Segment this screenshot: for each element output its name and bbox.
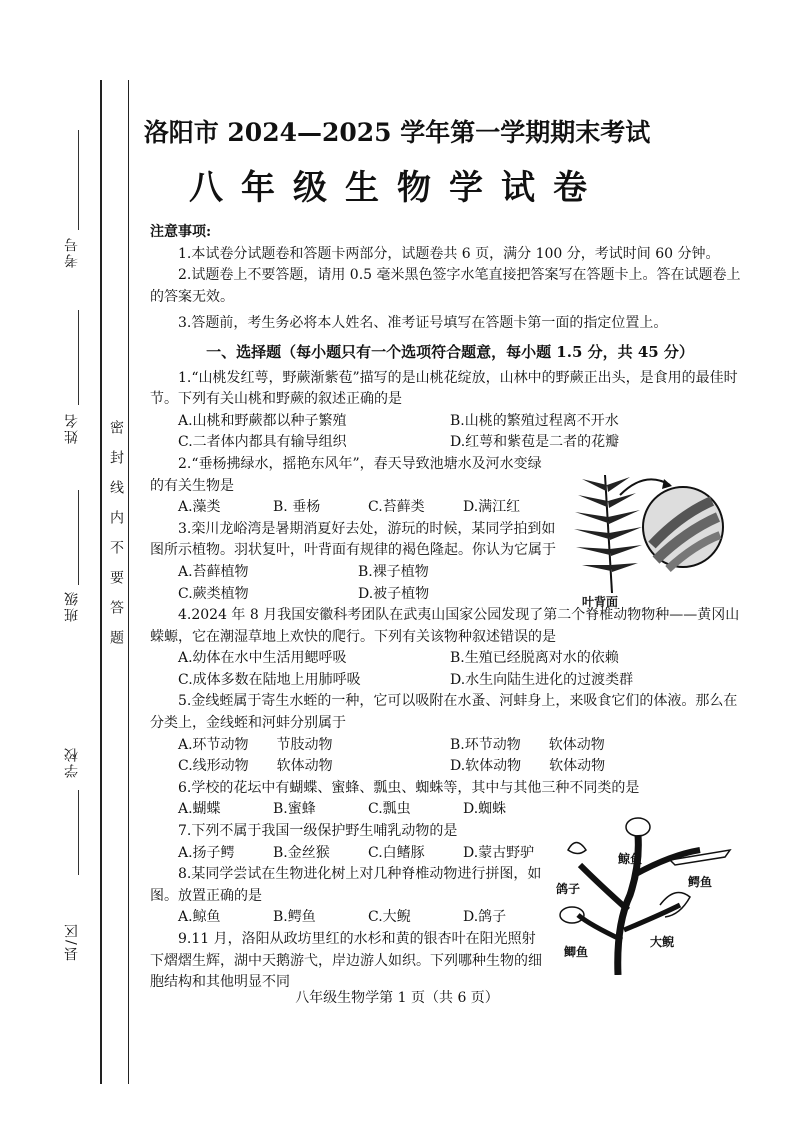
option: A.扬子鳄 [178, 844, 235, 861]
option: A.藻类 [178, 499, 221, 516]
question-stem: 8.某同学尝试在生物进化树上对几种脊椎动物进行拼图，如图。放置正确的是 [150, 866, 542, 904]
fern-figure [560, 465, 735, 615]
option: B. 垂杨 [273, 499, 321, 516]
seal-line-notice: 密封线内不要答题 [108, 420, 124, 660]
tree-label-pigeon: 鸽子 [556, 882, 581, 896]
notice-heading: 注意事项: [150, 224, 212, 240]
tree-label-salamander: 大鲵 [650, 935, 675, 949]
page-footer: 八年级生物学第 1 页（共 6 页） [295, 990, 499, 1006]
options [150, 562, 586, 605]
option: A.苔藓植物 [178, 563, 249, 580]
binding-line-outer [100, 80, 102, 1084]
option: A.山桃和野蕨都以种子繁殖 [178, 412, 347, 429]
question-stem: 1.“山桃发红萼，野蕨渐紫苞”描写的是山桃花绽放，山林中的野蕨正出头，是食用的最佳时节。下列有关山桃和野蕨的叙述正确的是 [150, 369, 738, 408]
fern-figure-label: 叶背面 [582, 595, 619, 609]
option: A.环节动物 节肢动物 [178, 736, 333, 753]
option: B.鳄鱼 [273, 909, 316, 926]
option: C.白鳍豚 [368, 844, 425, 861]
question-stem: 7.下列不属于我国一级保护野生哺乳动物的是 [178, 823, 458, 840]
option: C.蕨类植物 [178, 585, 249, 602]
option: A.蝴蝶 [178, 801, 221, 818]
option: C.线形动物 软体动物 [178, 758, 333, 775]
county-label: 县/区 [64, 922, 80, 961]
notice-item: 2.试题卷上不要答题，请用 0.5 毫米黑色签字水笔直接把答案写在答题卡上。答在试题卷上的答案无效。 [150, 267, 741, 305]
notice-item: 1.本试卷分试题卷和答题卡两部分，试题卷共 6 页，满分 100 分，考试时间 60 分钟。 [178, 245, 720, 262]
option: A.幼体在水中生活用鳃呼吸 [178, 650, 347, 667]
paper-subtitle: 八年级生物学试卷 [189, 168, 605, 208]
class-blank [78, 490, 79, 585]
option: B.裸子植物 [358, 563, 429, 580]
name-blank [78, 310, 79, 405]
question-stem: 6.学校的花坛中有蝴蝶、蜜蜂、瓢虫、蜘蛛等，其中与其他三种不同类的是 [178, 779, 640, 796]
tree-label-whale: 鲸鱼 [618, 852, 643, 866]
evolution-tree-figure [540, 805, 750, 975]
option: C.二者体内都具有输导组织 [178, 434, 347, 451]
option: D.鸽子 [463, 909, 507, 926]
notice-item: 3.答题前，考生务必将本人姓名、准考证号填写在答题卡第一面的指定位置上。 [178, 315, 668, 332]
option: D.水生向陆生进化的过渡类群 [450, 671, 634, 688]
question-stem: 2.“垂杨拂绿水，摇艳东风年”，春天导致池塘水及河水变绿的有关生物是 [150, 455, 542, 494]
options [150, 411, 750, 454]
section-heading: 一、选择题（每小题只有一个选项符合题意，每小题 1.5 分，共 45 分） [206, 342, 694, 361]
options [150, 735, 750, 778]
question-stem: 3.栾川龙峪湾是暑期消夏好去处，游玩的时候，某同学拍到如图所示植物。羽状复叶，叶背面有规律的褐色隆起。你认为它属于 [150, 520, 556, 559]
option: B.蜜蜂 [273, 801, 316, 818]
school-blank [78, 790, 79, 875]
option: C.苔藓类 [368, 499, 425, 516]
class-label: 班级 [64, 590, 80, 622]
option: B.环节动物 软体动物 [450, 736, 605, 753]
question-stem: 9.11 月，洛阳从政坊里红的水杉和黄的银杏叶在阳光照射下熠熠生辉，湖中天鹅游弋，岸边游人如织。下列哪种生物的细胞结构和其他明显不同 [150, 931, 542, 991]
exam-no-label: 考号 [64, 236, 80, 268]
binding-line-inner [128, 80, 129, 1084]
option: C.大鲵 [368, 909, 411, 926]
option: D.红萼和紫苞是二者的花瓣 [450, 434, 620, 451]
option: B.生殖已经脱离对水的依赖 [450, 650, 619, 667]
tree-label-crocodile: 鳄鱼 [688, 875, 713, 889]
tree-label-crucian: 鲫鱼 [564, 945, 589, 959]
options [150, 843, 578, 865]
option: D.软体动物 软体动物 [450, 758, 606, 775]
exam-title: 洛阳市 2024—2025 学年第一学期期末考试 [143, 118, 651, 147]
option: D.蜘蛛 [463, 801, 507, 818]
options [150, 907, 578, 929]
name-label: 姓名 [64, 412, 80, 444]
option: D.被子植物 [358, 585, 430, 602]
option: B.山桃的繁殖过程离不开水 [450, 412, 619, 429]
question-stem: 4.2024 年 8 月我国安徽科考团队在武夷山国家公园发现了第二个脊椎动物物种——黄冈山蝾螈，它在潮湿草地上欢快的爬行。下列有关该物种叙述错误的是 [150, 607, 740, 645]
option: D.蒙古野驴 [463, 844, 535, 861]
option: D.满江红 [463, 499, 521, 516]
option: C.成体多数在陆地上用肺呼吸 [178, 671, 361, 688]
option: A.鲸鱼 [178, 909, 221, 926]
question-stem: 5.金线蛭属于寄生水蛭的一种，它可以吸附在水蚤、河蚌身上，来吸食它们的体液。那么在分类上，金线蛭和河蚌分别属于 [150, 693, 738, 732]
option: C.瓢虫 [368, 801, 411, 818]
school-label: 学校 [64, 746, 80, 778]
options [150, 648, 750, 691]
options [150, 497, 578, 519]
option: B.金丝猴 [273, 844, 330, 861]
